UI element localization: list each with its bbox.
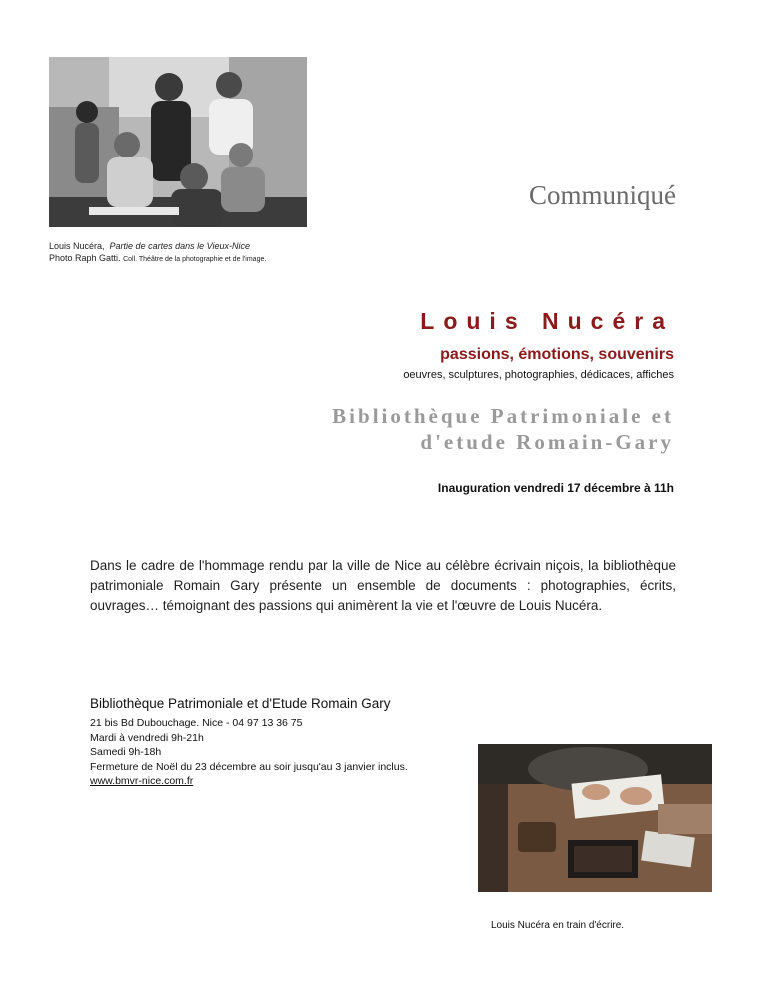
contact-closure: Fermeture de Noël du 23 décembre au soir jusqu'au 3 janvier inclus. [90,760,408,773]
event-items: oeuvres, sculptures, photographies, dédicaces, affiches [403,369,674,381]
contact-title: Bibliothèque Patrimoniale et d'Etude Romain Gary [90,696,391,711]
website-link[interactable]: www.bmvr-nice.com.fr [90,775,194,787]
caption-credit: Photo Raph Gatti. [49,253,121,263]
caption-author: Louis Nucéra, [49,241,105,251]
contact-address: 21 bis Bd Dubouchage. Nice - 04 97 13 36 75 [90,717,303,729]
caption-collection: Coll. Théâtre de la photographie et de l'image. [123,256,267,263]
photo-card-players [49,57,307,227]
library-heading [332,403,674,455]
photo-writing-desk [478,744,712,892]
photo-caption-top [49,240,266,266]
communique-heading: Communiqué [529,180,676,210]
contact-hours-saturday: Samedi 9h-18h [90,746,162,758]
event-title: Louis Nucéra [420,308,674,334]
body-paragraph: Dans le cadre de l'hommage rendu par la ville de Nice au célèbre écrivain niçois, la bibliothèque patrimoniale Romain Gary présente un ensemble de documents : photographies, écrits, ouvrages… témoignant des passions qui animèrent la vie et l'œuvre de Louis Nucéra. [90,558,676,613]
caption-work-title: Partie de cartes dans le Vieux-Nice [109,241,250,251]
event-subtitle: passions, émotions, souvenirs [440,346,674,363]
inauguration-date: Inauguration vendredi 17 décembre à 11h [437,481,674,495]
contact-details [90,716,408,789]
library-heading-line2: d'etude Romain-Gary [420,430,674,454]
contact-hours-week: Mardi à vendredi 9h-21h [90,731,204,744]
photo-caption-bottom: Louis Nucéra en train d'écrire. [491,920,625,931]
library-heading-line1: Bibliothèque Patrimoniale et [332,404,674,428]
